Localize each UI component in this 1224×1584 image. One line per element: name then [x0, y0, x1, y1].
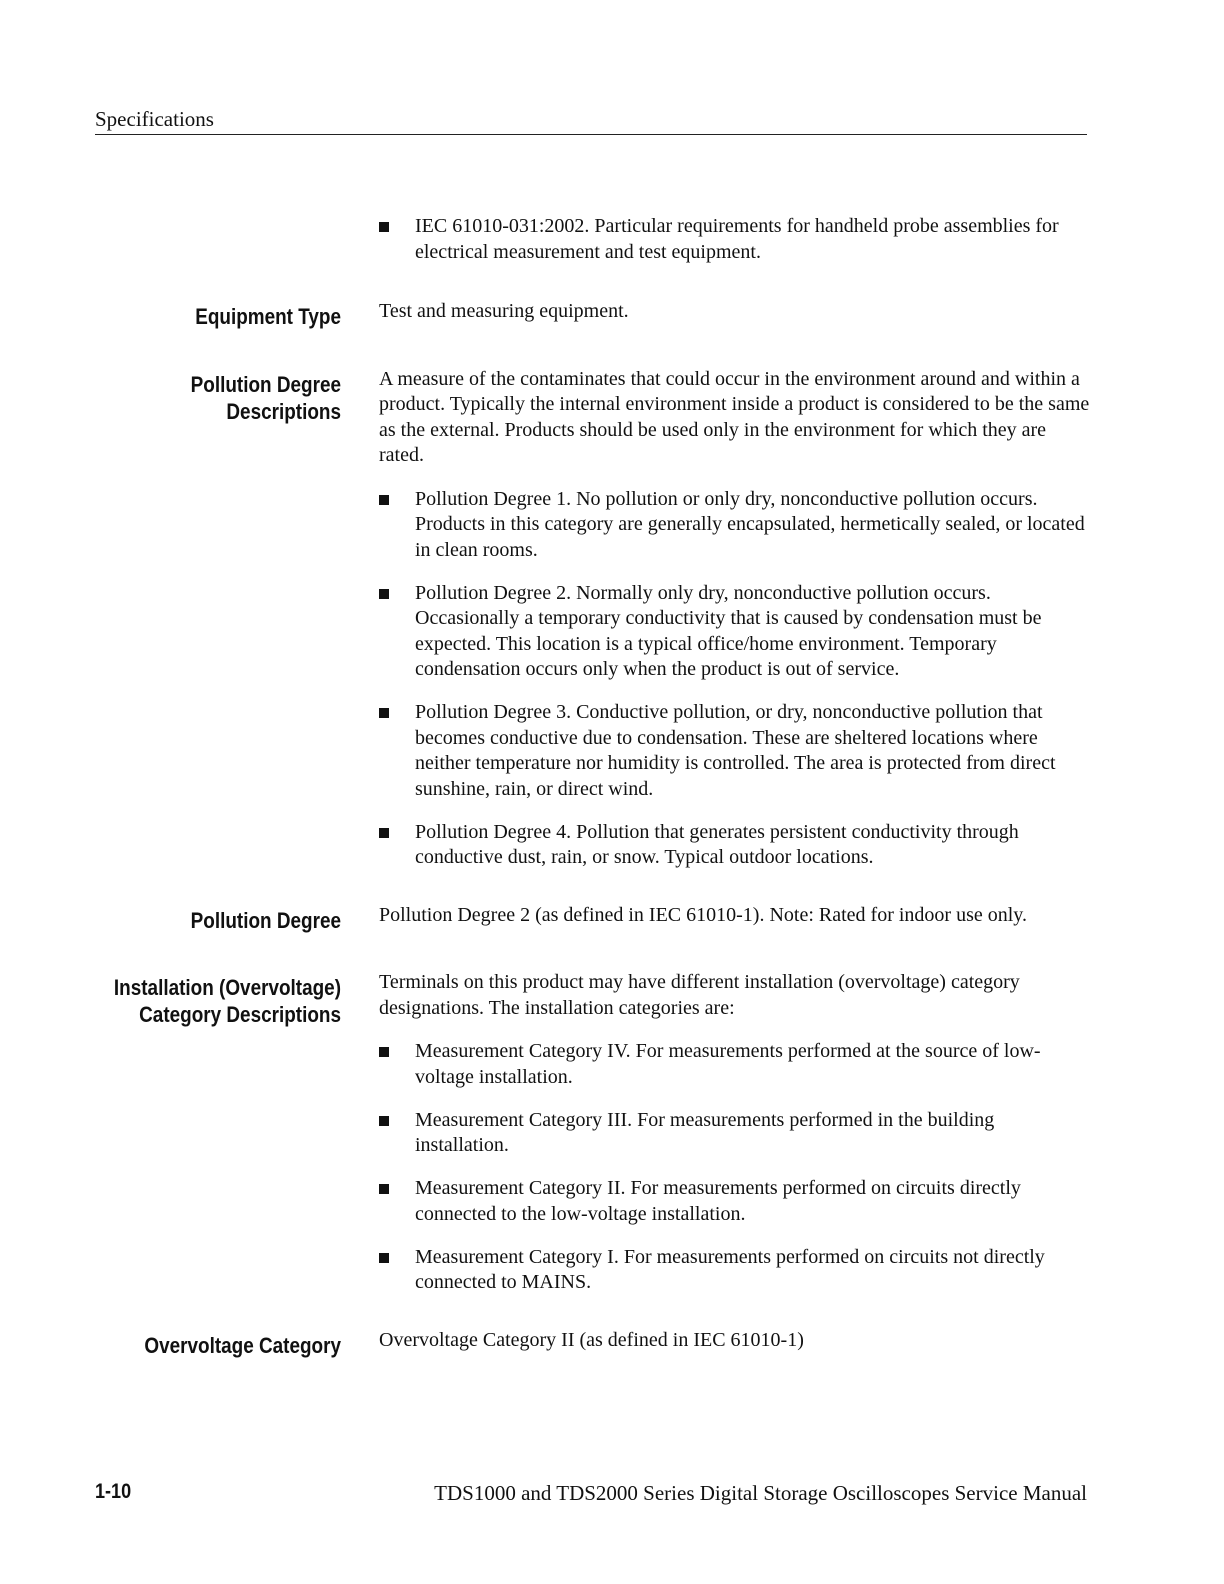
- bullet-square-icon: [379, 1184, 389, 1194]
- section-body: [379, 1328, 1091, 1354]
- list-item: [379, 820, 1091, 871]
- label-line: Installation (Overvoltage): [113, 975, 341, 1000]
- section-equipment-type: [0, 299, 1224, 329]
- label-line: Pollution Degree: [190, 907, 341, 933]
- list-item: [379, 581, 1091, 683]
- section-body: [379, 367, 1091, 871]
- section-body: [379, 903, 1091, 929]
- bullet-text: Measurement Category II. For measurements performed on circuits directly connected to the low-voltage installation.: [415, 1177, 1021, 1225]
- label-line: Pollution Degree: [190, 371, 341, 397]
- label-line: Equipment Type: [195, 304, 341, 329]
- bullet-square-icon: [379, 1253, 389, 1263]
- bullet-square-icon: [379, 1116, 389, 1126]
- section-paragraph: Terminals on this product may have different installation (overvoltage) category designations. The installation categories are:: [379, 971, 1020, 1019]
- bullet-text: Pollution Degree 2. Normally only dry, nonconductive pollution occurs. Occasionally a temporary conductivity that is caused by condensation must be expected. This location is a typical office/home environment. Temporary condensation occurs only when the product is out of service.: [415, 581, 1042, 680]
- intro-bullet-list: [379, 214, 1091, 265]
- bullet-text: Measurement Category I. For measurements performed on circuits not directly connected to MAINS.: [415, 1245, 1045, 1293]
- list-item: [379, 1245, 1091, 1296]
- page-content: [0, 214, 1224, 1358]
- bullet-text: IEC 61010-031:2002. Particular requirements for handheld probe assemblies for electrical measurement and test equipment.: [415, 215, 1059, 263]
- section-label: [83, 371, 341, 425]
- bullet-square-icon: [379, 495, 389, 505]
- section-body: [379, 299, 1091, 325]
- bullet-text: Pollution Degree 4. Pollution that generates persistent conductivity through conductive dust, rain, or snow. Typical outdoor locations.: [415, 820, 1019, 868]
- section-body: [379, 970, 1091, 1296]
- bullet-square-icon: [379, 1047, 389, 1057]
- section-installation-category-descriptions: [0, 970, 1224, 1296]
- intro-section: [0, 214, 1224, 265]
- bullet-text: Measurement Category III. For measurements performed in the building installation.: [415, 1108, 995, 1156]
- bullet-list: [379, 487, 1091, 871]
- bullet-text: Measurement Category IV. For measurements performed at the source of low-voltage installation.: [415, 1040, 1041, 1088]
- label-line: Descriptions: [226, 398, 341, 424]
- list-item: [379, 1108, 1091, 1159]
- section-paragraph: Test and measuring equipment.: [379, 300, 629, 322]
- header-title: Specifications: [95, 107, 214, 131]
- section-label: [83, 1332, 341, 1359]
- label-line: Overvoltage Category: [144, 1332, 341, 1358]
- list-item: [379, 487, 1091, 564]
- bullet-square-icon: [379, 708, 389, 718]
- bullet-square-icon: [379, 222, 389, 232]
- section-label: [83, 303, 341, 330]
- list-item: [379, 1039, 1091, 1090]
- section-overvoltage-category: [0, 1328, 1224, 1358]
- list-item: [379, 214, 1091, 265]
- section-pollution-degree-descriptions: [0, 367, 1224, 871]
- bullet-square-icon: [379, 828, 389, 838]
- bullet-text: Pollution Degree 1. No pollution or only dry, nonconductive pollution occurs. Products in this category are generally encapsulated, hermetically sealed, or located in clean rooms.: [415, 487, 1085, 561]
- bullet-square-icon: [379, 589, 389, 599]
- section-pollution-degree: [0, 903, 1224, 933]
- section-paragraph: A measure of the contaminates that could occur in the environment around and within a product. Typically the internal environment inside a product is considered to be the same as the external. Products should be used only in the environment for which they are rated.: [379, 367, 1090, 466]
- section-label: [83, 974, 341, 1028]
- list-item: [379, 700, 1091, 802]
- page-number: 1-10: [95, 1480, 132, 1503]
- section-label: [83, 907, 341, 934]
- label-line: Category Descriptions: [139, 1002, 341, 1027]
- bullet-list: [379, 1039, 1091, 1296]
- manual-title: TDS1000 and TDS2000 Series Digital Storage Oscilloscopes Service Manual: [434, 1481, 1087, 1505]
- bullet-text: Pollution Degree 3. Conductive pollution, or dry, nonconductive pollution that becomes conductive due to condensation. These are sheltered locations where neither temperature nor humidity is controlled. The area is protected from direct sunshine, rain, or direct wind.: [415, 701, 1056, 800]
- list-item: [379, 1176, 1091, 1227]
- intro-body: [379, 214, 1091, 265]
- section-paragraph: Pollution Degree 2 (as defined in IEC 61010-1). Note: Rated for indoor use only.: [379, 903, 1028, 926]
- section-paragraph: Overvoltage Category II (as defined in IEC 61010-1): [379, 1328, 804, 1351]
- page-header: [95, 106, 1087, 135]
